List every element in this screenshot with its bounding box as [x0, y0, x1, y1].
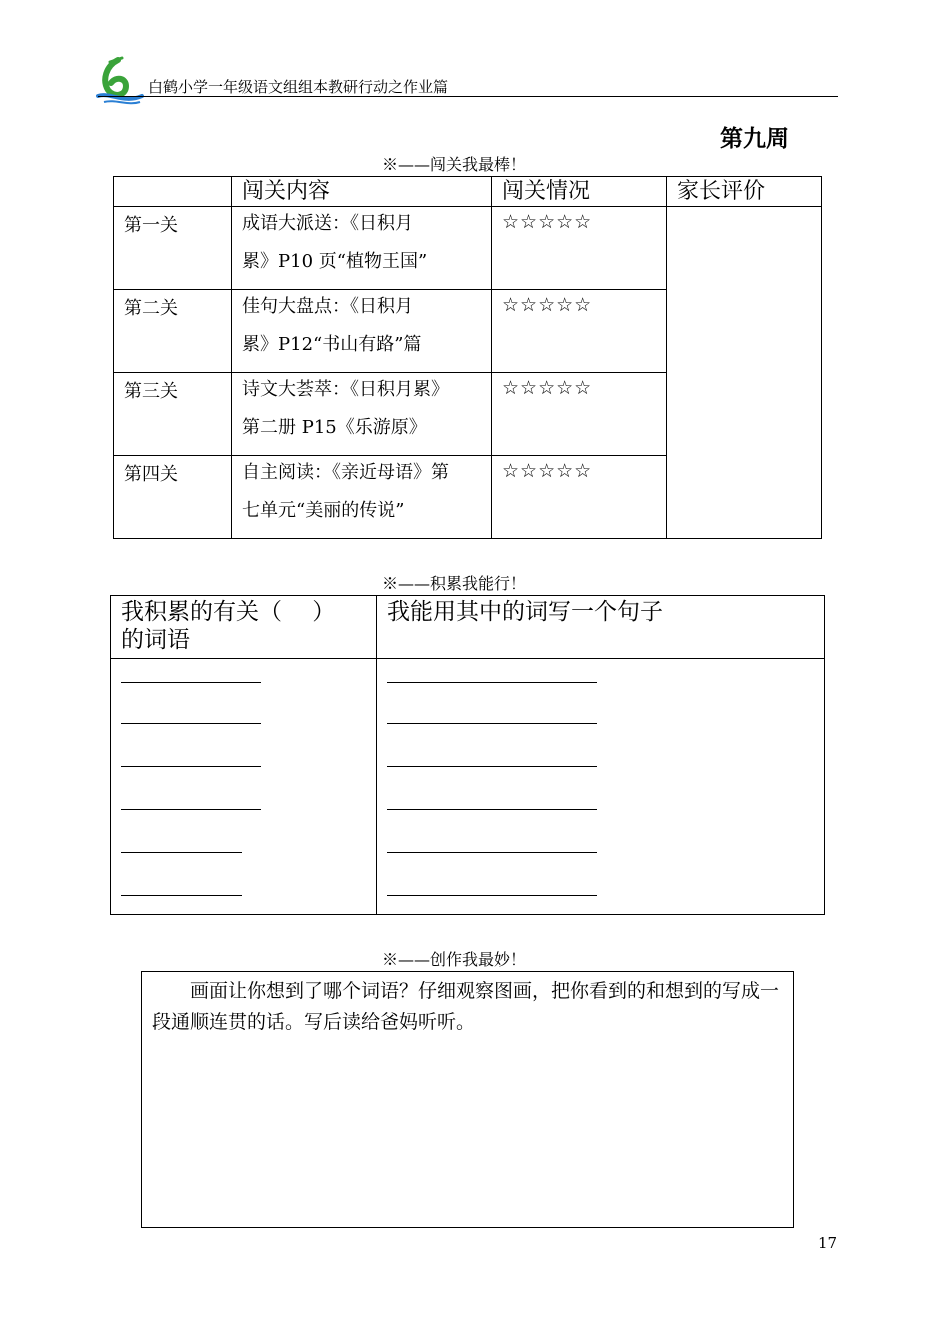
- task-line: 成语大派送：《日积月: [242, 213, 413, 234]
- star-rating[interactable]: ☆☆☆☆☆: [502, 211, 593, 233]
- section1-title: ※——闯关我最棒！: [382, 155, 527, 174]
- sentence-blank[interactable]: [387, 682, 597, 683]
- page-number: 17: [818, 1234, 838, 1252]
- star-rating[interactable]: ☆☆☆☆☆: [502, 294, 593, 316]
- task-line: 第二册 P15《乐游原》: [242, 417, 427, 438]
- header-cell-parent-review: 家长评价: [667, 177, 822, 207]
- section2-title: ※——积累我能行！: [382, 574, 527, 593]
- accumulation-table-body: [111, 659, 825, 915]
- task-line: 累》P10 页“植物王国”: [242, 251, 428, 272]
- swan-logo-icon: [96, 56, 144, 106]
- header-cell-status: 闯关情况: [492, 177, 667, 207]
- level-label: 第一关: [124, 215, 178, 236]
- task-line: 自主阅读：《亲近母语》第: [242, 462, 449, 483]
- word-blank[interactable]: [121, 895, 242, 896]
- sentence-blank[interactable]: [387, 852, 597, 853]
- header-cell-sentence: 我能用其中的词写一个句子: [377, 596, 825, 659]
- word-blanks-cell: [111, 659, 377, 915]
- accumulation-table: [110, 595, 825, 915]
- star-rating[interactable]: ☆☆☆☆☆: [502, 460, 593, 482]
- task-line: 七单元“美丽的传说”: [242, 500, 405, 521]
- header-cell-content: 闯关内容: [232, 177, 492, 207]
- sentence-blank[interactable]: [387, 723, 597, 724]
- level-label: 第四关: [124, 464, 178, 485]
- header-cell-blank: [114, 177, 232, 207]
- word-blank[interactable]: [121, 809, 261, 810]
- star-rating[interactable]: ☆☆☆☆☆: [502, 377, 593, 399]
- section3-title: ※——创作我最妙！: [382, 950, 527, 969]
- sentence-blank[interactable]: [387, 766, 597, 767]
- writing-box[interactable]: [141, 971, 794, 1228]
- word-blank[interactable]: [121, 852, 242, 853]
- sentence-blank[interactable]: [387, 895, 597, 896]
- word-blank[interactable]: [121, 723, 261, 724]
- task-line: 佳句大盘点：《日积月: [242, 296, 413, 317]
- writing-prompt: 画面让你想到了哪个词语？仔细观察图画，把你看到的和想到的写成一段通顺连贯的话。写后读给爸妈听听。: [152, 980, 780, 1033]
- header-title: 白鹤小学一年级语文组组本教研行动之作业篇: [148, 78, 449, 96]
- challenge-table: [113, 176, 822, 539]
- parent-review-cell[interactable]: [667, 207, 822, 539]
- sentence-blanks-cell: [377, 659, 825, 915]
- sentence-blank[interactable]: [387, 809, 597, 810]
- word-blank[interactable]: [121, 766, 261, 767]
- accumulation-table-header: [111, 596, 825, 659]
- word-blank[interactable]: [121, 682, 261, 683]
- level-label: 第三关: [124, 381, 178, 402]
- challenge-table-header: [114, 177, 822, 207]
- table-row: [114, 207, 822, 290]
- header-cell-words: 我积累的有关（ ） 的词语: [111, 596, 377, 659]
- task-line: 诗文大荟萃：《日积月累》: [242, 379, 449, 400]
- task-line: 累》P12“书山有路”篇: [242, 334, 422, 355]
- level-label: 第二关: [124, 298, 178, 319]
- header-divider: [98, 96, 838, 97]
- week-title: 第九周: [720, 125, 789, 152]
